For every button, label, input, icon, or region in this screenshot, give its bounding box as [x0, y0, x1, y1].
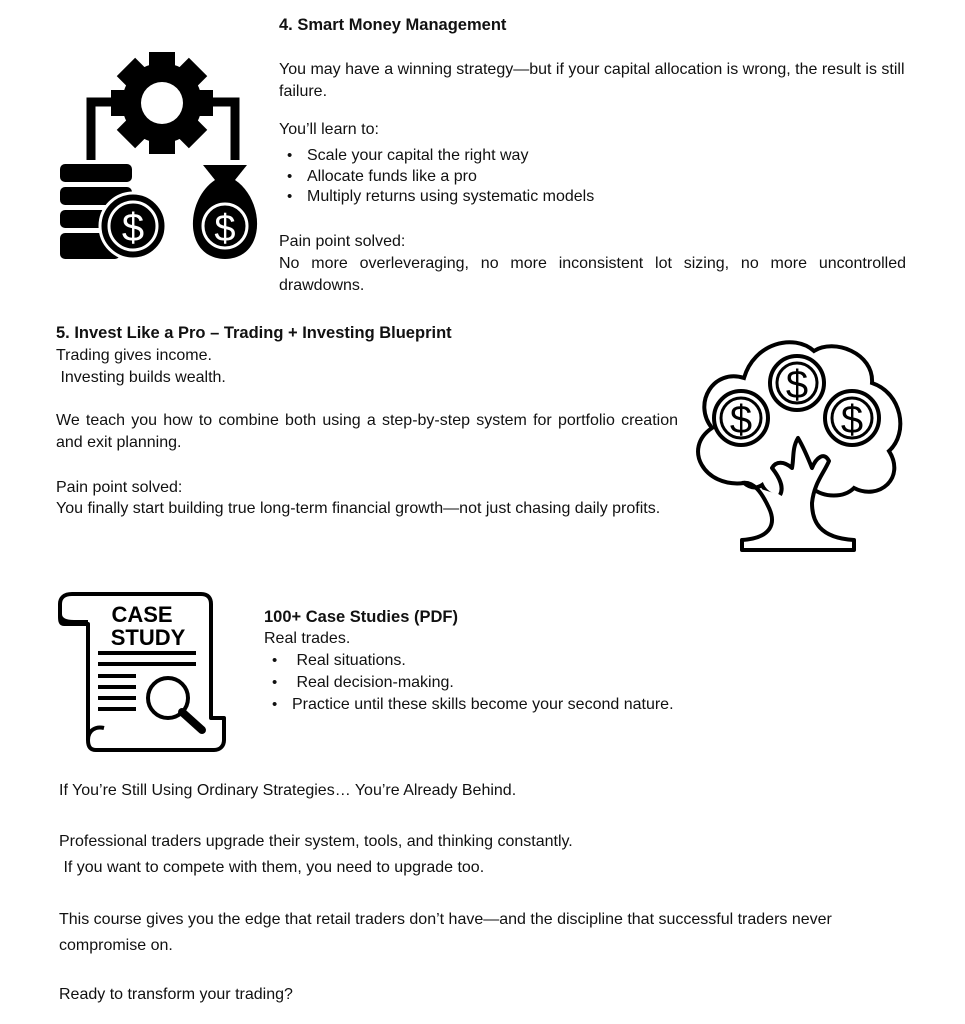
svg-text:$: $	[214, 208, 236, 250]
list-item: • Practice until these skills become your second nature.	[264, 694, 904, 716]
section-title: 100+ Case Studies (PDF)	[264, 608, 458, 626]
svg-text:$: $	[729, 398, 753, 442]
learn-list	[279, 146, 906, 208]
closing-line: Professional traders upgrade their system, tools, and thinking constantly.	[59, 833, 573, 850]
gear-coins-moneybag-icon	[55, 50, 270, 265]
closing-paragraph: This course gives you the edge that retail traders don’t have—and the discipline that successful traders never compromise on.	[59, 911, 832, 954]
case-list	[264, 650, 904, 716]
list-item: • Multiply returns using systematic models	[279, 187, 906, 208]
section-line: Investing builds wealth.	[56, 369, 226, 386]
case-study-document-icon	[56, 590, 231, 755]
list-item: • Scale your capital the right way	[279, 146, 906, 167]
pain-text: You finally start building true long-term financial growth—not just chasing daily profits.	[56, 500, 661, 517]
pain-label: Pain point solved:	[56, 479, 183, 496]
closing-line: If you want to compete with them, you need to upgrade too.	[59, 859, 485, 876]
section-body: We teach you how to combine both using a step-by-step system for portfolio creation and exit planning.	[56, 412, 678, 451]
case-icon-line1: CASE	[111, 602, 173, 627]
list-item: • Real decision-making.	[264, 672, 904, 694]
money-tree-icon	[684, 333, 909, 558]
svg-text:$: $	[121, 206, 145, 250]
closing-call-to-action: Ready to transform your trading?	[59, 986, 293, 1003]
list-item: • Real situations.	[264, 650, 904, 672]
case-icon-line2: STUDY	[110, 625, 186, 650]
section-subtitle: Real trades.	[264, 630, 351, 647]
learn-heading: You’ll learn to:	[279, 121, 379, 138]
closing-paragraph: If You’re Still Using Ordinary Strategies… You’re Already Behind.	[59, 782, 517, 799]
pain-text: No more overleveraging, no more inconsistent lot sizing, no more uncontrolled drawdowns.	[279, 255, 906, 294]
list-item: • Allocate funds like a pro	[279, 167, 906, 188]
section-title: 4. Smart Money Management	[279, 16, 507, 34]
section-line: Trading gives income.	[56, 347, 212, 364]
svg-text:$: $	[840, 398, 864, 442]
section-title: 5. Invest Like a Pro – Trading + Investing Blueprint	[56, 324, 452, 342]
svg-text:$: $	[785, 363, 809, 407]
section-intro: You may have a winning strategy—but if your capital allocation is wrong, the result is still failure.	[279, 61, 905, 100]
pain-label: Pain point solved:	[279, 233, 406, 250]
